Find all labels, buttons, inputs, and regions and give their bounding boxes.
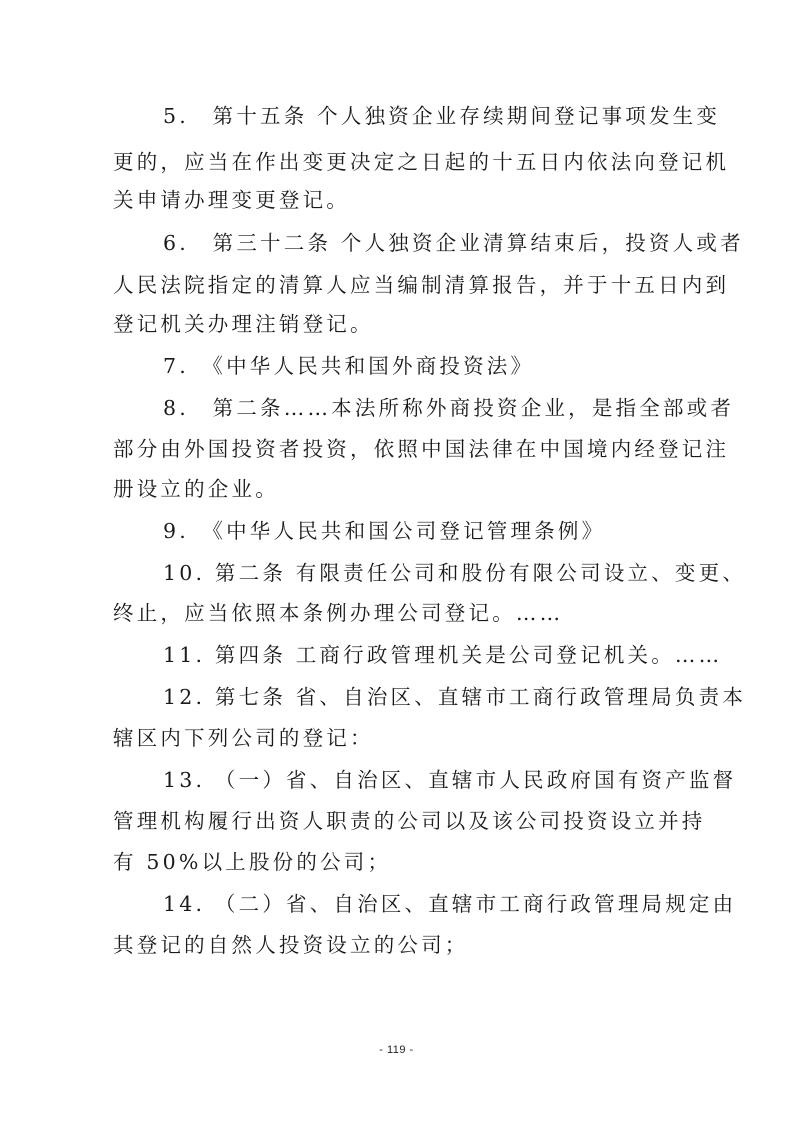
text-line: 11. 第四条 工商行政管理机关是公司登记机关。……: [163, 643, 723, 667]
text-line: 6. 第三十二条 个人独资企业清算结束后，投资人或者: [163, 231, 744, 255]
text-line: 关申请办理变更登记。: [113, 188, 350, 212]
page-number: - 119 -: [379, 1044, 414, 1056]
text-line: 终止，应当依照本条例办理公司登记。……: [113, 601, 564, 625]
text-line: 13. （一）省、自治区、直辖市人民政府国有资产监督: [163, 768, 737, 792]
text-line: 10. 第二条 有限责任公司和股份有限公司设立、变更、: [163, 561, 747, 585]
text-line: 部分由外国投资者投资，依照中国法律在中国境内经登记注: [113, 437, 730, 461]
text-line: 册设立的企业。: [113, 477, 279, 501]
text-line: 12. 第七条 省、自治区、直辖市工商行政管理局负责本: [163, 685, 747, 709]
text-line: 其登记的自然人投资设立的公司；: [113, 933, 469, 957]
text-line: 辖区内下列公司的登记：: [113, 726, 374, 750]
text-line: 14. （二）省、自治区、直辖市工商行政管理局规定由: [163, 892, 737, 916]
text-line: 更的，应当在作出变更决定之日起的十五日内依法向登记机: [113, 150, 730, 174]
text-line: 8. 第二条……本法所称外商投资企业，是指全部或者: [163, 396, 735, 420]
text-line: 9. 《中华人民共和国公司登记管理条例》: [163, 519, 606, 543]
text-line: 5. 第十五条 个人独资企业存续期间登记事项发生变: [163, 104, 721, 128]
text-line: 管理机构履行出资人职责的公司以及该公司投资设立并持: [113, 809, 706, 833]
text-line: 登记机关办理注销登记。: [113, 312, 374, 336]
text-line: 人民法院指定的清算人应当编制清算报告，并于十五日内到: [113, 273, 730, 297]
text-line: 有 50%以上股份的公司；: [113, 850, 392, 874]
text-line: 7. 《中华人民共和国外商投资法》: [163, 354, 535, 378]
